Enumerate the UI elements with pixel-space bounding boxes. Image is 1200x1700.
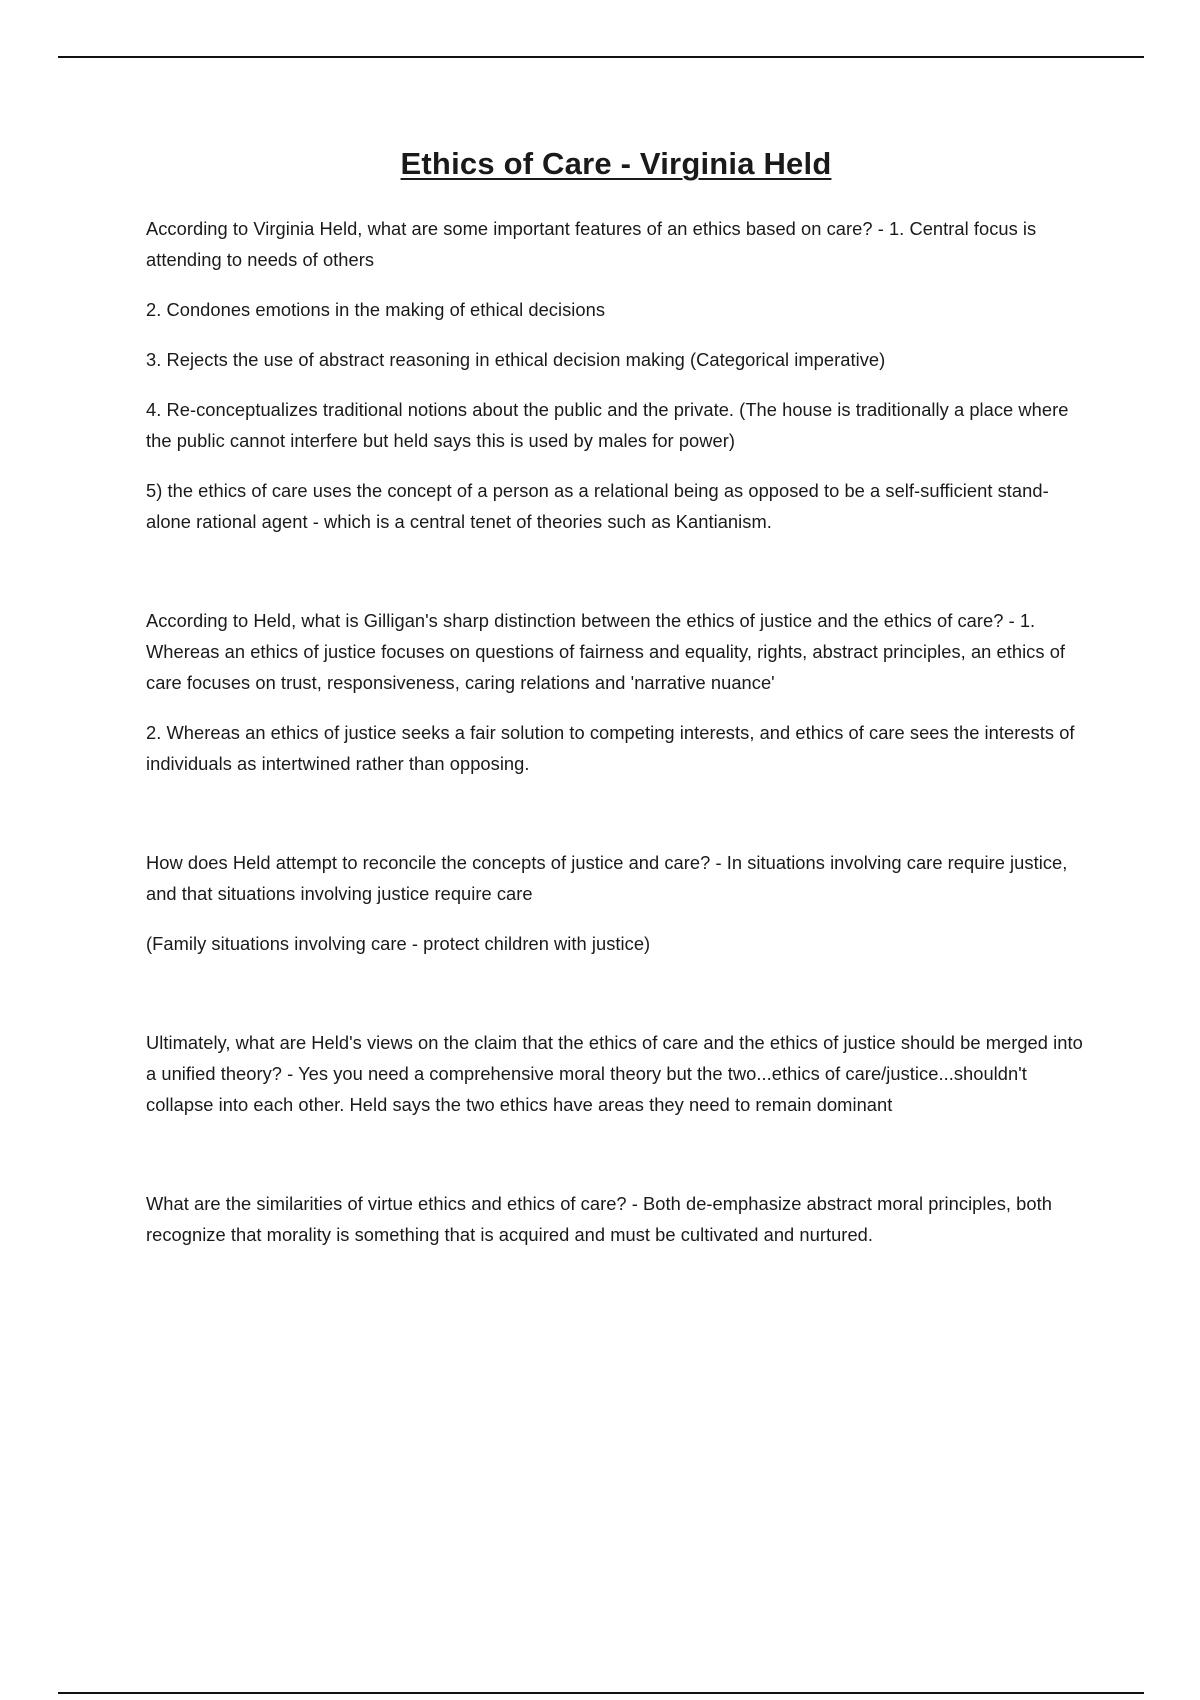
- top-rule: [58, 56, 1144, 58]
- paragraph: How does Held attempt to reconcile the concepts of justice and care? - In situations involving care require justice, and that situations involving justice require care: [146, 852, 1068, 904]
- paragraph: 5) the ethics of care uses the concept of a person as a relational being as opposed to be a self-sufficient stand-alone rational agent - which is a central tenet of theories such as Kantianism.: [146, 480, 1049, 532]
- page-title: Ethics of Care - Virginia Held: [400, 146, 832, 181]
- paragraph: (Family situations involving care - protect children with justice): [146, 933, 651, 954]
- paragraph: 4. Re-conceptualizes traditional notions about the public and the private. (The house is traditionally a place where the public cannot interfere but held says this is used by males for power): [146, 399, 1069, 451]
- paragraph: Ultimately, what are Held's views on the claim that the ethics of care and the ethics of justice should be merged into a unified theory? - Yes you need a comprehensive moral theory but the two...ethics of care/justice...shouldn't collapse into each other. Held says the two ethics have areas they need to remain dominant: [146, 1032, 1083, 1115]
- document-body: [146, 146, 1086, 1269]
- paragraph: What are the similarities of virtue ethics and ethics of care? - Both de-emphasize abstract moral principles, both recognize that morality is something that is acquired and must be cultivated and nurtured.: [146, 1193, 1052, 1245]
- paragraph: 2. Whereas an ethics of justice seeks a fair solution to competing interests, and ethics of care sees the interests of individuals as intertwined rather than opposing.: [146, 722, 1075, 774]
- paragraph: According to Virginia Held, what are some important features of an ethics based on care? - 1. Central focus is attending to needs of others: [146, 218, 1037, 270]
- paragraph: 3. Rejects the use of abstract reasoning in ethical decision making (Categorical imperative): [146, 349, 886, 370]
- paragraph: 2. Condones emotions in the making of ethical decisions: [146, 299, 606, 320]
- paragraph: According to Held, what is Gilligan's sharp distinction between the ethics of justice and the ethics of care? - 1. Whereas an ethics of justice focuses on questions of fairness and equality, rights, abstract principles, an ethics of care focuses on trust, responsiveness, caring relations and 'narrative nuance': [146, 610, 1066, 693]
- bottom-rule: [58, 1692, 1144, 1694]
